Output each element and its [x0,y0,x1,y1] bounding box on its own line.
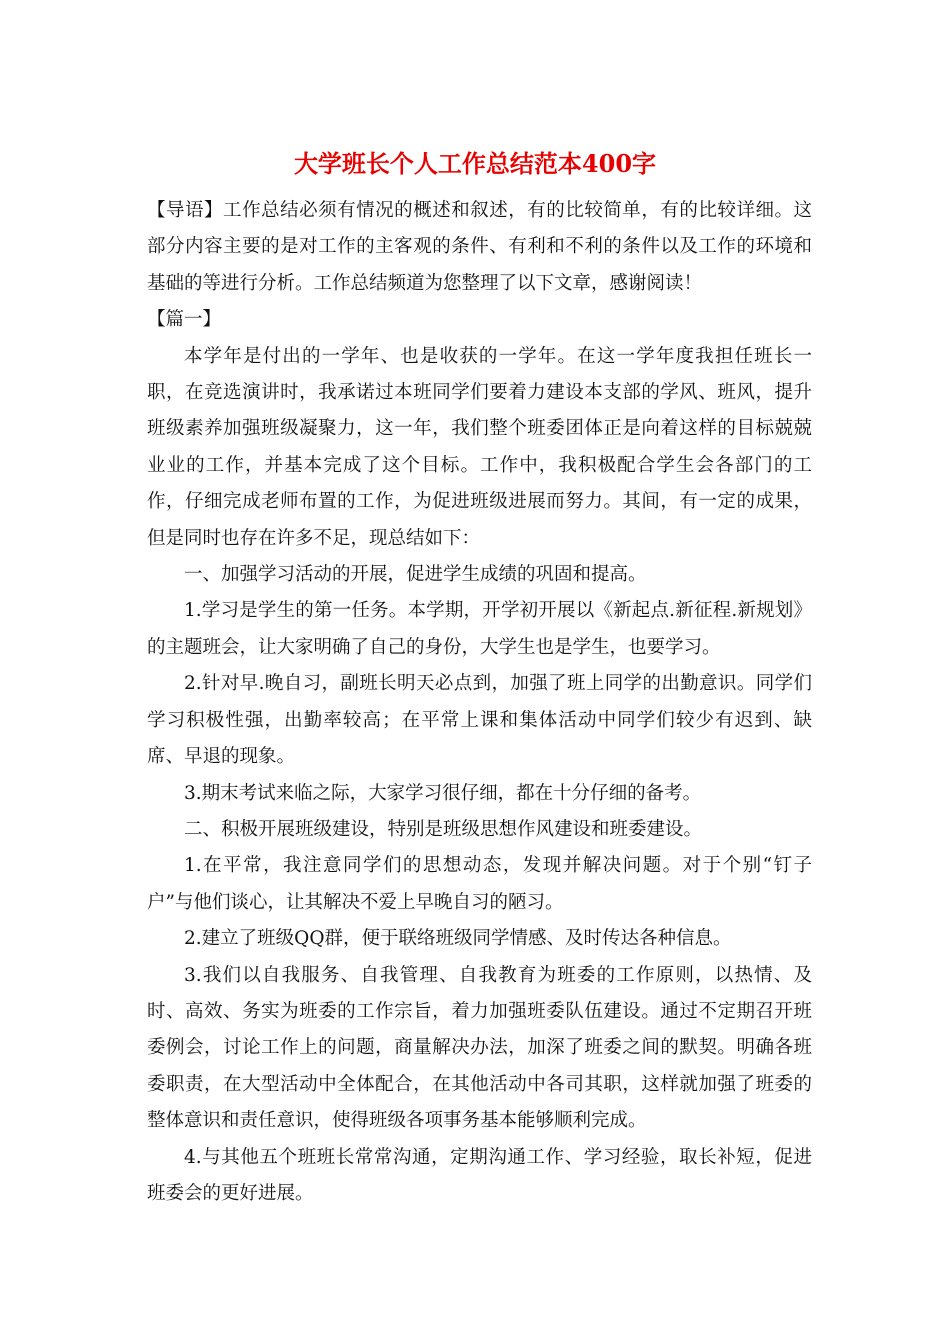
body-paragraph: 4.与其他五个班班长常常沟通，定期沟通工作、学习经验，取长补短，促进班委会的更好进展。 [147,1146,812,1204]
body-paragraph: 2.针对早.晚自习，副班长明天必点到，加强了班上同学的出勤意识。同学们学习积极性强，出勤率较高；在平常上课和集体活动中同学们较少有迟到、缺席、早退的现象。 [147,673,812,768]
intro-paragraph: 【导语】工作总结必须有情况的概述和叙述，有的比较简单，有的比较详细。这部分内容主要的是对工作的主客观的条件、有利和不利的条件以及工作的环境和基础的等进行分析。工作总结频道为您整理了以下文章，感谢阅读！ [147,200,812,294]
document-body [147,193,812,1212]
section-heading: 一、加强学习活动的开展，促进学生成绩的巩固和提高。 [184,564,647,586]
page-title: 大学班长个人工作总结范本400字 [293,149,657,178]
body-paragraph: 3.期末考试来临之际，大家学习很仔细，都在十分仔细的备考。 [184,782,702,804]
section-label: 【篇一】 [147,309,222,331]
body-paragraph: 本学年是付出的一学年、也是收获的一学年。在这一学年度我担任班长一职，在竞选演讲时，我承诺过本班同学们要着力建设本支部的学风、班风，提升班级素养加强班级凝聚力，这一年，我们整个班委团体正是向着这样的目标兢兢业业的工作，并基本完成了这个目标。工作中，我积极配合学生会各部门的工作，仔细完成老师布置的工作，为促进班级进展而努力。其间，有一定的成果，但是同时也存在许多不足，现总结如下： [147,345,812,549]
body-paragraph: 1.学习是学生的第一任务。本学期，开学初开展以《新起点.新征程.新规划》的主题班会，让大家明确了自己的身份，大学生也是学生，也要学习。 [147,600,812,658]
section-heading: 二、积极开展班级建设，特别是班级思想作风建设和班委建设。 [184,818,703,840]
body-paragraph: 2.建立了班级QQ群，便于联络班级同学情感、及时传达各种信息。 [184,928,732,950]
body-paragraph: 1.在平常，我注意同学们的思想动态，发现并解决问题。对于个别“钉子户”与他们谈心，让其解决不爱上早晚自习的陋习。 [147,855,812,913]
body-paragraph: 3.我们以自我服务、自我管理、自我教育为班委的工作原则，以热情、及时、高效、务实为班委的工作宗旨，着力加强班委队伍建设。通过不定期召开班委例会，讨论工作上的问题，商量解决办法，加深了班委之间的默契。明确各班委职责，在大型活动中全体配合，在其他活动中各司其职，这样就加强了班委的整体意识和责任意识，使得班级各项事务基本能够顺利完成。 [147,964,812,1132]
